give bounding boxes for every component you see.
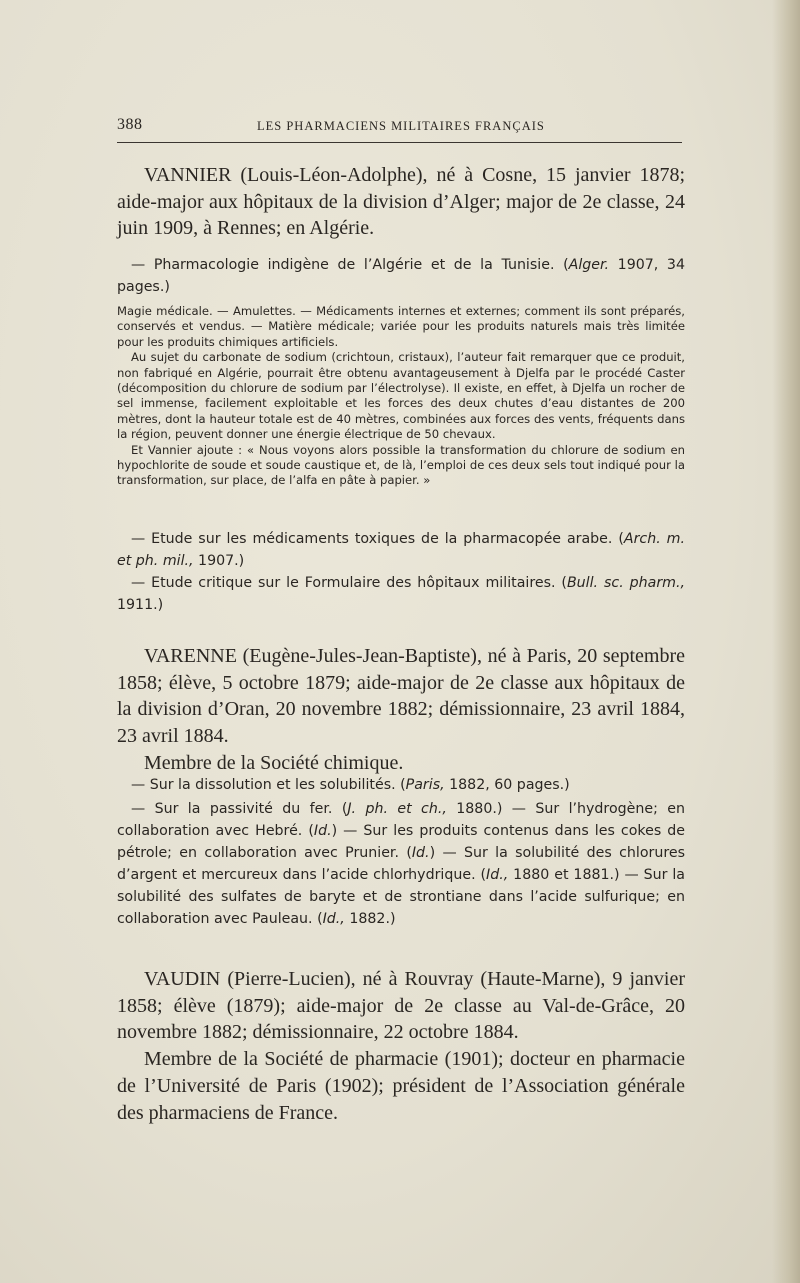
- vannier-work-1-text: [117, 254, 685, 298]
- varenne-w2-b-src: Id.: [313, 823, 332, 839]
- entry-vaudin: [117, 966, 685, 1126]
- varenne-w2-d-src: Id.,: [486, 867, 509, 883]
- varenne-w2-f: 1882.): [344, 911, 396, 927]
- varenne-w2-e: 1880 et 1881.) — Sur la solubilité des sulfates de baryte et de strontiane dans l’acide sulfurique; en collaboration avec Pauleau. (: [117, 867, 685, 927]
- varenne-work-1-end: 1882, 60 pages.): [444, 777, 570, 793]
- vannier-summary: [117, 304, 685, 489]
- varenne-w2-b: 1880.) — Sur l’hydrogène; en collaboration avec Hebré. (: [117, 801, 685, 839]
- vannier-work-2-end: 1907.): [193, 553, 245, 569]
- entry-varenne: [117, 643, 685, 777]
- running-title: LES PHARMACIENS MILITAIRES FRANÇAIS: [257, 119, 545, 133]
- varenne-work-2: [117, 798, 685, 930]
- varenne-work-1-a: — Sur la dissolution et les solubilités. (: [131, 777, 406, 793]
- vannier-summary-p2: Au sujet du carbonate de sodium (crichtoun, cristaux), l’auteur fait remarquer que ce produit, non fabriqué en Algérie, pourrait être obtenu avantageusement à Djelfa par le procédé Caster (décomposition du chlorure de sodium par l’électrolyse). Il existe, en effet, à Djelfa un rocher de sel immense, facilement exploitable et les forces des deux chutes d’eau distantes de 200 mètres, dont la hauteur totale est de 40 mètres, combinées aux forces des vents, fréquents dans la région, peuvent donner une énergie électrique de 50 chevaux.: [117, 350, 685, 442]
- vannier-summary-p1: Magie médicale. — Amulettes. — Médicaments internes et externes; comment ils sont préparés, conservés et vendus. — Matière médicale; variée pour les produits naturels mais très limitée pour les produits chimiques artificiels.: [117, 304, 685, 349]
- vannier-work-2-source: Arch. m. et ph. mil.,: [117, 531, 685, 569]
- varenne-work-1-text: [117, 774, 685, 796]
- vannier-work-2-text: [117, 528, 685, 572]
- vaudin-bio-text: VAUDIN (Pierre-Lucien), né à Rouvray (Haute-Marne), 9 janvier 1858; élève (1879); aide-major de 2e classe au Val-de-Grâce, 20 novembre 1882; démissionnaire, 22 octobre 1884.: [117, 968, 685, 1044]
- vannier-work-1: [117, 254, 685, 298]
- varenne-w2-a-src: J. ph. et ch.,: [347, 801, 447, 817]
- varenne-w2-d: ) — Sur la solubilité des chlorures d’argent et mercureux dans l’acide chlorhydrique. (: [117, 845, 685, 883]
- vannier-bio: [117, 162, 685, 242]
- vannier-work-1-a: — Pharmacologie indigène de l’Algérie et de la Tunisie. (: [131, 257, 569, 273]
- varenne-member: Membre de la Société chimique.: [144, 751, 404, 774]
- vannier-work-3-source: Bull. sc. pharm.,: [566, 575, 685, 591]
- vannier-bio-text: VANNIER (Louis-Léon-Adolphe), né à Cosne, 15 janvier 1878; aide-major aux hôpitaux de la division d’Alger; major de 2e classe, 24 juin 1909, à Rennes; en Algérie.: [117, 164, 685, 240]
- page-number: 388: [117, 116, 143, 133]
- varenne-w2-c-src: Id.: [411, 845, 430, 861]
- vannier-summary-p3: Et Vannier ajoute : « Nous voyons alors possible la transformation du chlorure de sodium en hypochlorite de soude et soude caustique et, de là, l’emploi de ces deux sels tout indiqué pour la transformation, sur place, de l’alfa en pâte à papier. »: [117, 442, 685, 488]
- varenne-w2-a: — Sur la passivité du fer. (: [131, 801, 348, 817]
- vannier-work-2: [117, 528, 685, 572]
- varenne-bio-text: VARENNE (Eugène-Jules-Jean-Baptiste), né à Paris, 20 septembre 1858; élève, 5 octobre 1879; aide-major de 2e classe aux hôpitaux de la division d’Oran, 20 novembre 1882; démissionnaire, 23 avril 1884, 23 avril 1884.: [117, 645, 685, 748]
- header-rule: [117, 142, 682, 143]
- page-edge: [772, 0, 800, 1283]
- varenne-work-1-source: Paris,: [405, 777, 445, 793]
- vannier-work-1-source: Alger.: [568, 257, 610, 273]
- varenne-work-1: [117, 774, 685, 796]
- varenne-w2-e-src: Id.,: [322, 911, 345, 927]
- vannier-work-3-text: [117, 572, 685, 616]
- vannier-work-2-a: — Etude sur les médicaments toxiques de la pharmacopée arabe. (: [131, 531, 624, 547]
- entry-vannier: [117, 162, 685, 242]
- vannier-work-3: [117, 572, 685, 616]
- varenne-work-2-text: [117, 798, 685, 930]
- vannier-work-3-a: — Etude critique sur le Formulaire des hôpitaux militaires. (: [131, 575, 567, 591]
- vannier-work-3-end: 1911.): [117, 597, 164, 613]
- vaudin-member: Membre de la Société de pharmacie (1901); docteur en pharmacie de l’Université de Paris (1902); président de l’Association générale des pharmaciens de France.: [117, 1048, 685, 1124]
- vannier-work-1-end: 1907, 34 pages.): [117, 257, 685, 295]
- vaudin-bio: [117, 966, 685, 1126]
- page-header: [117, 114, 682, 144]
- varenne-bio: [117, 643, 685, 777]
- varenne-w2-c: ) — Sur les produits contenus dans les cokes de pétrole; en collaboration avec Prunier. (: [117, 823, 685, 861]
